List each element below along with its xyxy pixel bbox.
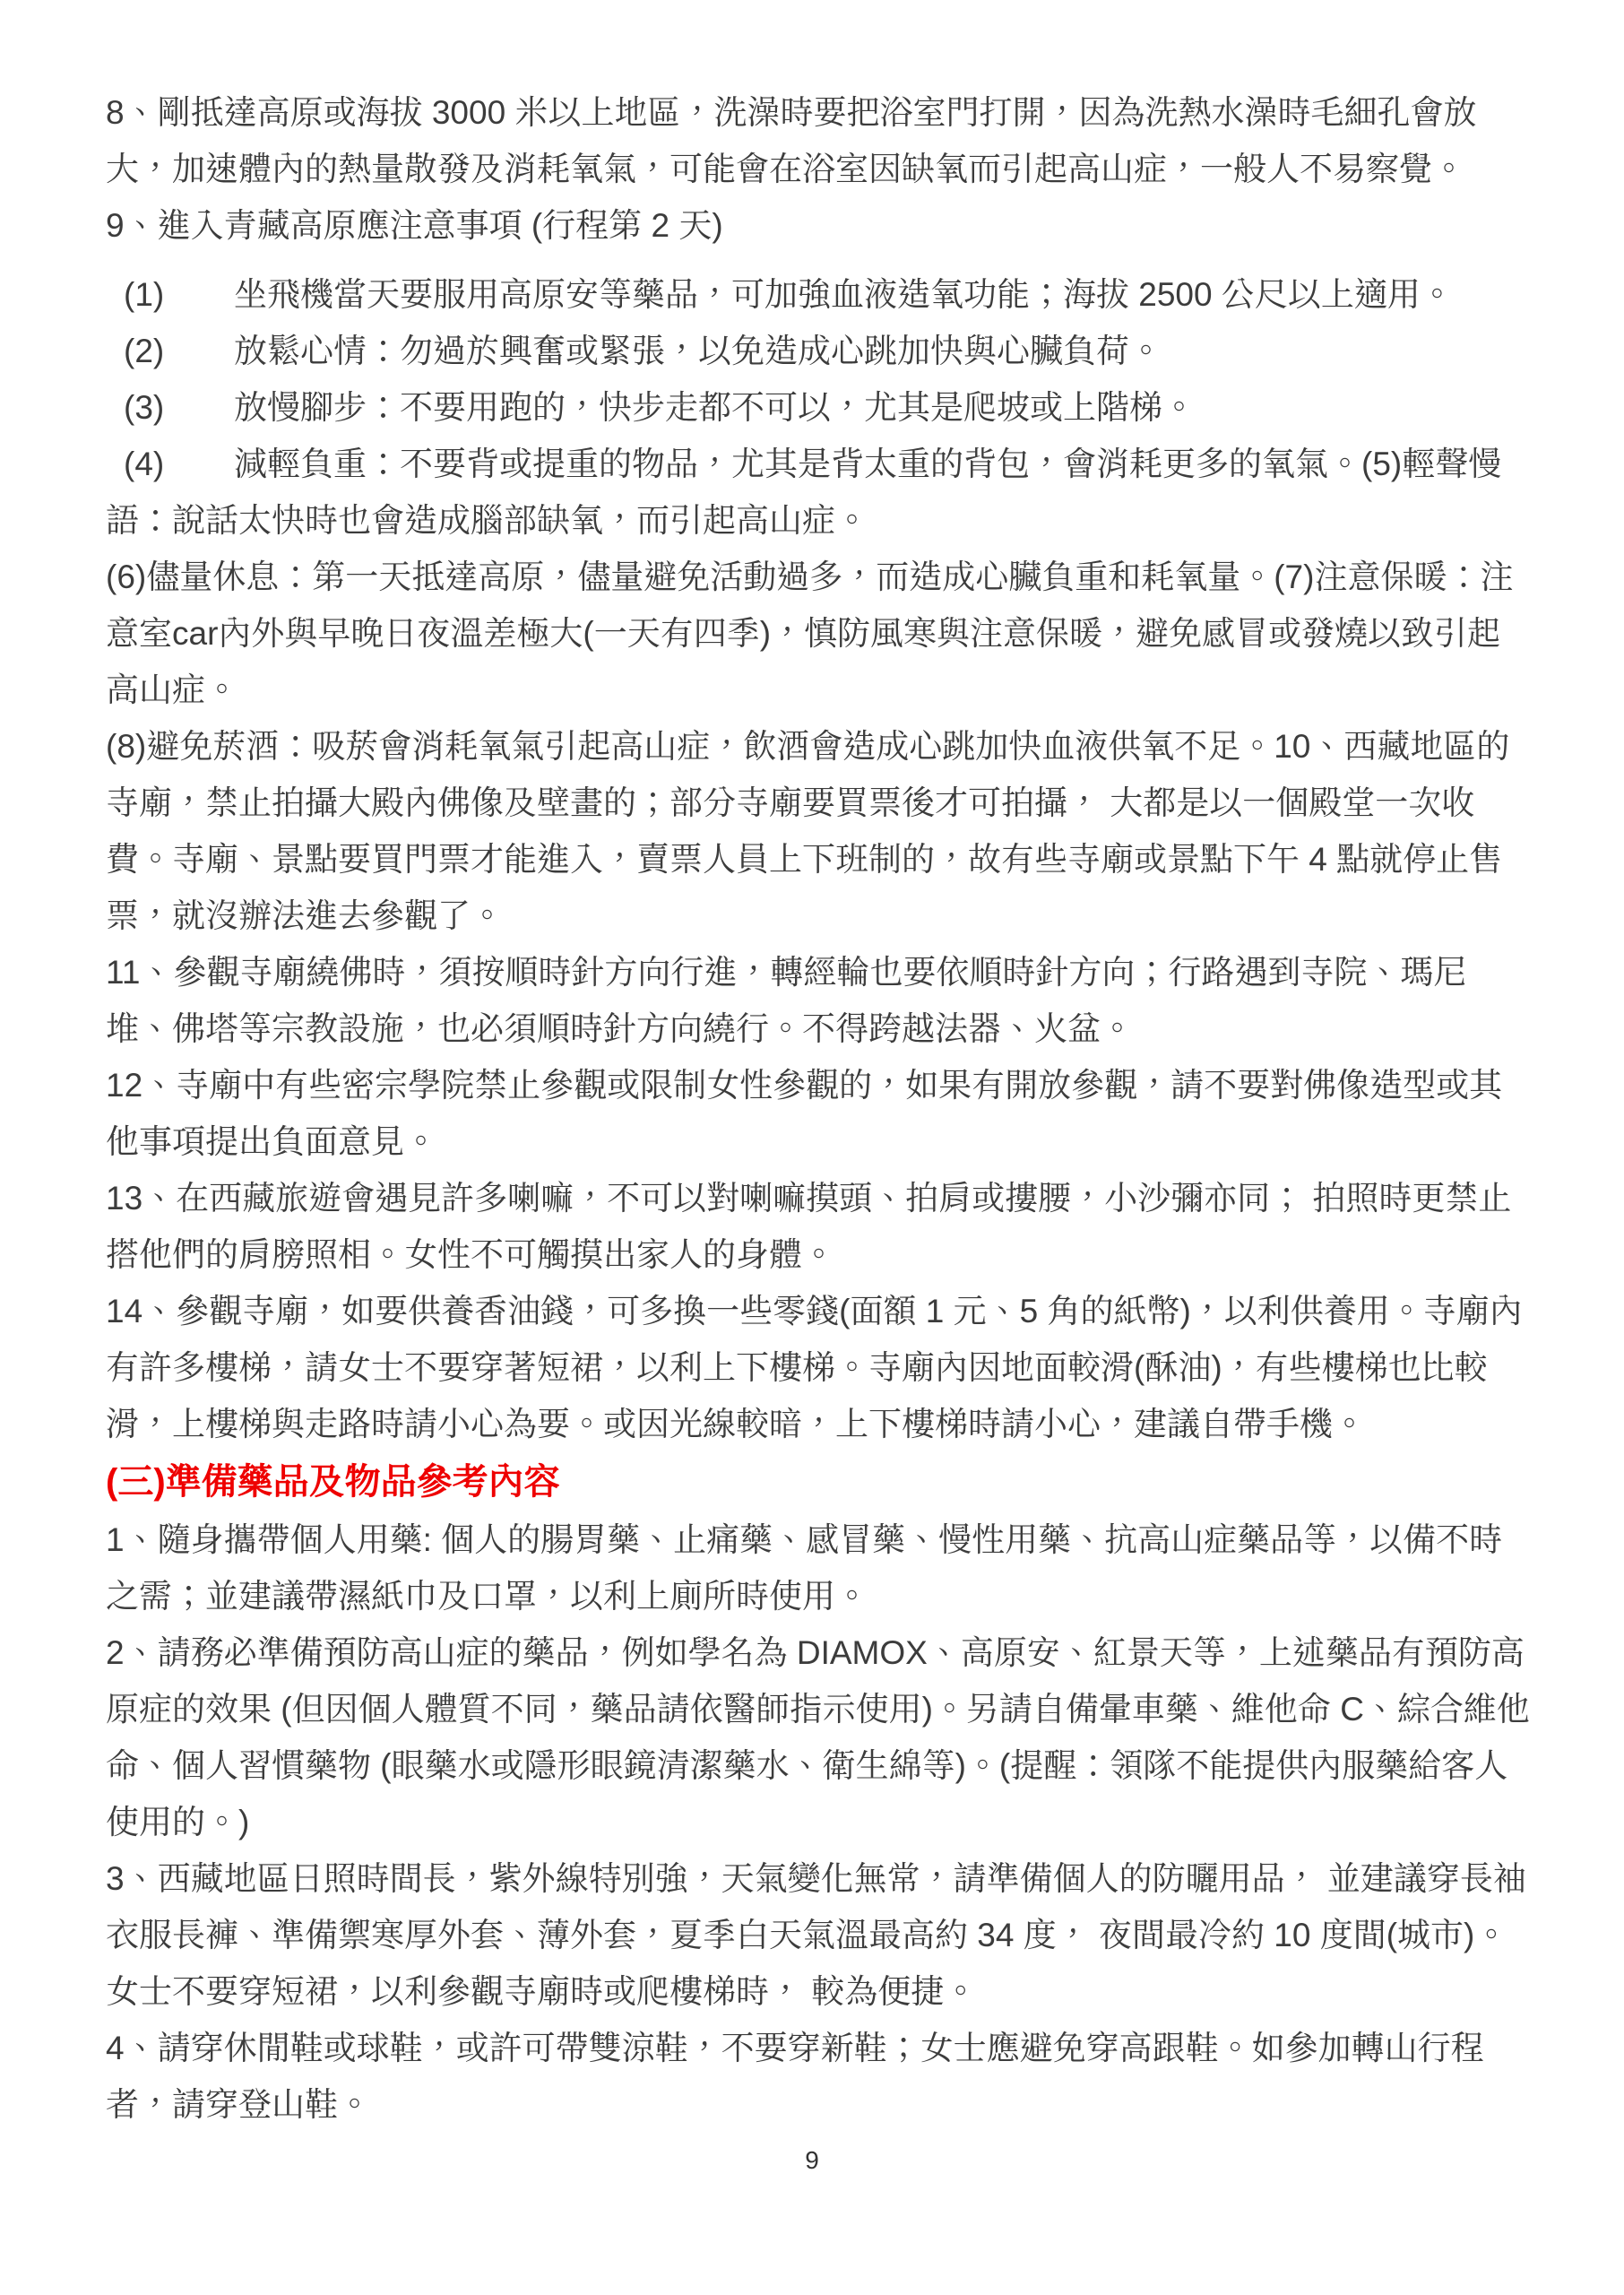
paragraph: 4、請穿休閒鞋或球鞋，或許可帶雙涼鞋，不要穿新鞋；女士應避免穿高跟鞋。如參加轉山行程者，請穿登山鞋。 bbox=[106, 2030, 1484, 2123]
paragraph: (6)儘量休息：第一天抵達高原，儘量避免活動過多，而造成心臟負重和耗氧量。(7)注意保暖：注意室car內外與早晚日夜溫差極大(一天有四季)，慎防風寒與注意保暖，避免感冒或發燒以致引起高山症。 bbox=[106, 559, 1514, 708]
page-number: 9 bbox=[805, 2146, 819, 2174]
list-item-marker: (2) bbox=[124, 333, 165, 369]
paragraph: 13、在西藏旅遊會遇見許多喇嘛，不可以對喇嘛摸頭、拍肩或摟腰，小沙彌亦同； 拍照時更禁止 搭他們的肩膀照相。女性不可觸摸出家人的身體。 bbox=[106, 1180, 1512, 1273]
list-item-marker: (3) bbox=[124, 389, 165, 426]
paragraph: 9、進入青藏高原應注意事項 (行程第 2 天) bbox=[106, 207, 723, 244]
paragraph: 2、請務必準備預防高山症的藥品，例如學名為 DIAMOX、高原安、紅景天等，上述藥品有預防高原症的效果 (但因個人體質不同，藥品請依醫師指示使用)。另請自備暈車藥、維他命 C、綜合維他命、個人習慣藥物 (眼藥水或隱形眼鏡清潔藥水、衛生綿等)。(提醒：領隊不能提供內服藥給客人使用的。) bbox=[106, 1634, 1530, 1840]
list-item-text: 放鬆心情：勿過於興奮或緊張，以免造成心跳加快與心臟負荷。 bbox=[234, 333, 1162, 369]
paragraph: 1、隨身攜帶個人用藥: 個人的腸胃藥、止痛藥、感冒藥、慢性用藥、抗高山症藥品等，以備不時之需；並建議帶濕紙巾及口罩，以利上廁所時使用。 bbox=[106, 1521, 1503, 1615]
numbered-list-item bbox=[106, 379, 1531, 436]
section-heading: (三)準備藥品及物品參考內容 bbox=[106, 1462, 560, 1502]
paragraph: 8、剛抵達高原或海拔 3000 米以上地區，洗澡時要把浴室門打開，因為洗熱水澡時毛細孔會放大，加速體內的熱量散發及消耗氧氣，可能會在浴室因缺氧而引起高山症，一般人不易察覺。 bbox=[106, 94, 1477, 187]
list-item-marker: (4) bbox=[124, 446, 165, 482]
list-item-marker: (1) bbox=[124, 276, 165, 313]
list-item-text: 坐飛機當天要服用高原安等藥品，可加強血液造氧功能；海拔 2500 公尺以上適用。 bbox=[234, 276, 1454, 313]
paragraph: (8)避免菸酒：吸菸會消耗氧氣引起高山症，飲酒會造成心跳加快血液供氧不足。10、西藏地區的寺廟，禁止拍攝大殿內佛像及壁畫的；部分寺廟要買票後才可拍攝， 大都是以一個殿堂一次收費。寺廟、景點要買門票才能進入，賣票人員上下班制的，故有些寺廟或景點下午 4 點就停止售票，就沒辦法進去參觀了。 bbox=[106, 728, 1510, 934]
paragraph: 11、參觀寺廟繞佛時，須按順時針方向行進，轉經輪也要依順時針方向；行路遇到寺院、瑪尼堆、佛塔等宗教設施，也必須順時針方向繞行。不得跨越法器、火盆。 bbox=[106, 954, 1467, 1047]
numbered-list-item bbox=[106, 436, 1531, 549]
numbered-list-item bbox=[106, 266, 1531, 323]
paragraph: 12、寺廟中有些密宗學院禁止參觀或限制女性參觀的，如果有開放參觀，請不要對佛像造型或其他事項提出負面意見。 bbox=[106, 1067, 1503, 1160]
list-item-text: 放慢腳步：不要用跑的，快步走都不可以，尤其是爬坡或上階梯。 bbox=[234, 389, 1196, 426]
paragraph: 3、西藏地區日照時間長，紫外線特別強，天氣變化無常，請準備個人的防曬用品， 並建議穿長袖衣服長褲、準備禦寒厚外套、薄外套，夏季白天氣溫最高約 34 度， 夜間最冷約 10 度間(城市)。女士不要穿短裙，以利參觀寺廟時或爬樓梯時， 較為便捷。 bbox=[106, 1860, 1526, 2010]
list-item-text: 減輕負重：不要背或提重的物品，尤其是背太重的背包，會消耗更多的氧氣。(5)輕聲慢語：說話太快時也會造成腦部缺氧，而引起高山症。 bbox=[106, 446, 1502, 539]
numbered-list-item bbox=[106, 323, 1531, 379]
paragraph: 14、參觀寺廟，如要供養香油錢，可多換一些零錢(面額 1 元、5 角的紙幣)，以利供養用。寺廟內有許多樓梯，請女士不要穿著短裙，以利上下樓梯。寺廟內因地面較滑(酥油)，有些樓梯也比較滑，上樓梯與走路時請小心為要。或因光線較暗，上下樓梯時請小心，建議自帶手機。 bbox=[106, 1293, 1523, 1442]
